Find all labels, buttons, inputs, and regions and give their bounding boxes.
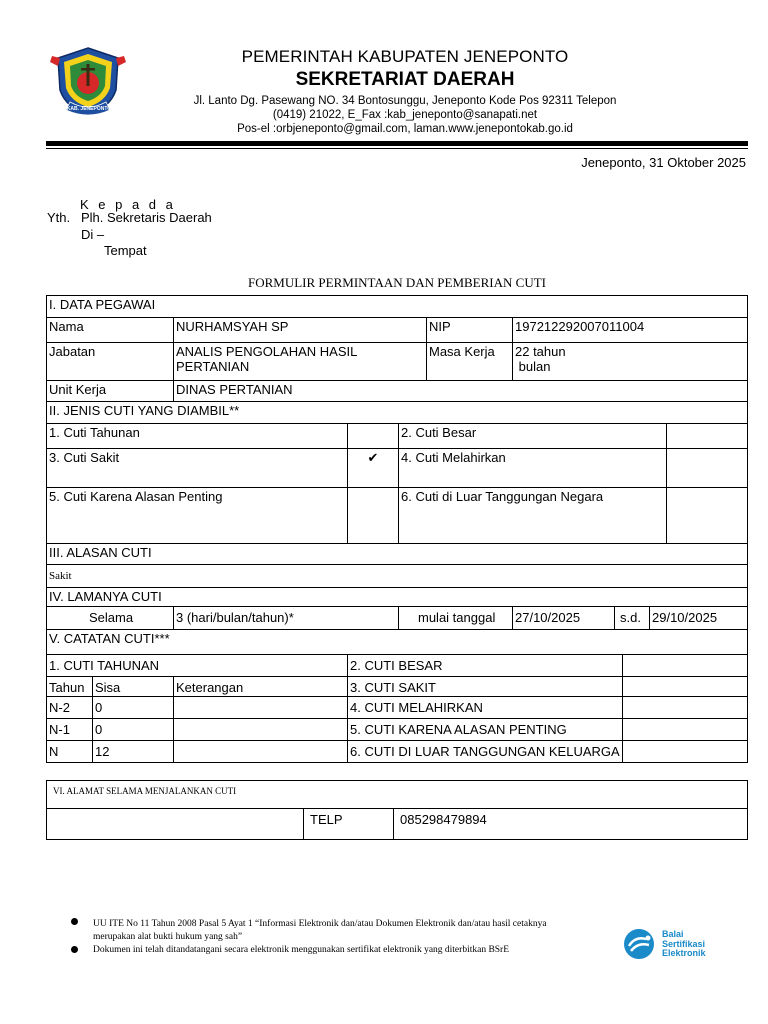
unit-kerja-label-text: Unit Kerja xyxy=(49,382,107,397)
table-row: N-2 xyxy=(46,696,93,719)
nama-label-text: Nama xyxy=(49,319,84,334)
sisa-value: 0 xyxy=(92,696,174,719)
jabatan-value xyxy=(173,342,427,381)
section-alasan-cuti-title: III. ALASAN CUTI xyxy=(46,543,748,565)
cuti-tahunan-checkbox[interactable] xyxy=(347,423,399,449)
cuti-melahirkan-label: 4. Cuti Melahirkan xyxy=(398,448,667,488)
keterangan-value xyxy=(173,718,348,741)
footer-note-uu-ite-line2: merupakan alat bukti hukum yang sah” xyxy=(93,932,243,942)
yth-label: Yth. xyxy=(47,210,71,225)
bsre-line2: Sertifikasi xyxy=(662,938,706,949)
jabatan-value-line2: PERTANIAN xyxy=(176,359,250,374)
col-sisa-header: Sisa xyxy=(92,676,174,697)
cuti-luar-tanggungan-checkbox[interactable] xyxy=(666,487,748,544)
unit-kerja-value-text: DINAS PERTANIAN xyxy=(176,382,293,397)
header-address: Jl. Lanto Dg. Pasewang NO. 34 Bontosunggu, Jeneponto Kode Pos 92311 Telepon xyxy=(193,95,617,107)
catatan-cuti-sakit-value xyxy=(622,676,748,697)
addressee-name: Plh. Sekretaris Daerah xyxy=(81,210,212,225)
nip-label xyxy=(426,317,513,343)
cuti-besar-label: 2. Cuti Besar xyxy=(398,423,667,449)
table-row: N-1 xyxy=(46,718,93,741)
masa-kerja-label-text: Masa Kerja xyxy=(429,344,495,359)
cuti-alasan-penting-checkbox[interactable] xyxy=(347,487,399,544)
header-rule-thick xyxy=(46,141,748,146)
sd-label: s.d. xyxy=(614,606,650,630)
bullet-icon xyxy=(71,946,78,953)
catatan-cuti-besar: 2. CUTI BESAR xyxy=(347,654,623,677)
section-catatan-cuti-title: V. CATATAN CUTI*** xyxy=(46,629,748,655)
footer-note-uu-ite-line1: UU ITE No 11 Tahun 2008 Pasal 5 Ayat 1 “Informasi Elektronik dan/atau Dokumen Elektronik dan/atau hasil cetaknya xyxy=(93,919,547,929)
nama-label xyxy=(46,317,174,343)
catatan-cuti-besar-value xyxy=(622,654,748,677)
di-label: Di – xyxy=(81,227,105,242)
catatan-cuti-alasan-penting-value xyxy=(622,718,748,741)
catatan-cuti-melahirkan-value xyxy=(622,696,748,719)
mulai-tanggal-label: mulai tanggal xyxy=(398,606,513,630)
masa-kerja-label xyxy=(426,342,513,381)
section-lamanya-cuti-title: IV. LAMANYA CUTI xyxy=(46,587,748,607)
masa-kerja-value xyxy=(512,342,748,381)
alasan-cuti-value: Sakit xyxy=(46,564,748,588)
nama-value xyxy=(173,317,427,343)
masa-kerja-tahun: 22 tahun xyxy=(515,344,566,359)
kepada-label: K e p a d a xyxy=(80,197,176,212)
col-tahun-header: Tahun xyxy=(46,676,93,697)
tempat-label: Tempat xyxy=(104,243,147,258)
mulai-tanggal-value: 27/10/2025 xyxy=(512,606,615,630)
sisa-value: 0 xyxy=(92,718,174,741)
bsre-logo-icon xyxy=(622,927,658,961)
form-title: FORMULIR PERMINTAAN DAN PEMBERIAN CUTI xyxy=(248,275,546,290)
table-row: N xyxy=(46,740,93,763)
jabatan-label-text: Jabatan xyxy=(49,344,96,359)
catatan-cuti-luar-tanggungan: 6. CUTI DI LUAR TANGGUNGAN KELUARGA xyxy=(347,740,623,763)
alamat-cuti-value xyxy=(46,808,304,840)
catatan-cuti-melahirkan: 4. CUTI MELAHIRKAN xyxy=(347,696,623,719)
cuti-melahirkan-checkbox[interactable] xyxy=(666,448,748,488)
nip-value-text: 197212292007011004 xyxy=(515,319,645,334)
catatan-cuti-sakit: 3. CUTI SAKIT xyxy=(347,676,623,697)
telp-value: 085298479894 xyxy=(393,808,748,840)
catatan-cuti-luar-tanggungan-value xyxy=(622,740,748,763)
cuti-tahunan-label: 1. Cuti Tahunan xyxy=(46,423,348,449)
col-keterangan-header: Keterangan xyxy=(173,676,348,697)
header-rule-thin xyxy=(46,148,748,149)
masa-kerja-bulan: bulan xyxy=(515,359,551,374)
sd-value: 29/10/2025 xyxy=(649,606,748,630)
section-jenis-cuti-title: II. JENIS CUTI YANG DIAMBIL** xyxy=(46,401,748,424)
nama-value-text: NURHAMSYAH SP xyxy=(176,319,289,334)
jabatan-label xyxy=(46,342,174,381)
section-data-pegawai-title: I. DATA PEGAWAI xyxy=(46,295,748,318)
selama-value: 3 (hari/bulan/tahun)* xyxy=(173,606,399,630)
cuti-sakit-checkbox[interactable] xyxy=(347,448,399,488)
logo-caption: KAB. JENEPONTO xyxy=(66,106,112,112)
unit-kerja-value xyxy=(173,380,748,402)
bsre-line3: Elektronik xyxy=(662,948,706,958)
check-mark-icon: ✔ xyxy=(367,450,379,465)
letter-date: Jeneponto, 31 Oktober 2025 xyxy=(581,155,746,170)
keterangan-value xyxy=(173,696,348,719)
keterangan-value xyxy=(173,740,348,763)
bullet-icon xyxy=(71,918,78,925)
catatan-cuti-tahunan-title: 1. CUTI TAHUNAN xyxy=(46,654,348,677)
telp-label: TELP xyxy=(303,808,394,840)
selama-label: Selama xyxy=(46,606,174,630)
catatan-cuti-alasan-penting: 5. CUTI KARENA ALASAN PENTING xyxy=(347,718,623,741)
section-alamat-cuti-title: VI. ALAMAT SELAMA MENJALANKAN CUTI xyxy=(46,780,748,809)
cuti-alasan-penting-label: 5. Cuti Karena Alasan Penting xyxy=(46,487,348,544)
cuti-sakit-label: 3. Cuti Sakit xyxy=(46,448,348,488)
nip-value xyxy=(512,317,748,343)
cuti-besar-checkbox[interactable] xyxy=(666,423,748,449)
unit-kerja-label xyxy=(46,380,174,402)
bsre-line1: Balai xyxy=(662,929,684,939)
cuti-luar-tanggungan-label: 6. Cuti di Luar Tanggungan Negara xyxy=(398,487,667,544)
header-government-name: PEMERINTAH KABUPATEN JENEPONTO xyxy=(241,47,569,66)
jabatan-value-line1: ANALIS PENGOLAHAN HASIL xyxy=(176,344,358,359)
header-office-name: SEKRETARIAT DAERAH xyxy=(295,69,515,90)
nip-label-text: NIP xyxy=(429,319,451,334)
header-email-website: Pos-el :orbjeneponto@gmail.com, laman.www.jenepontokab.go.id xyxy=(237,123,573,135)
header-phone-fax: (0419) 21022, E_Fax :kab_jeneponto@sanapati.net xyxy=(272,109,538,121)
sisa-value: 12 xyxy=(92,740,174,763)
bsre-logo-text xyxy=(662,930,706,959)
footer-note-bsre: Dokumen ini telah ditandatangani secara elektronik menggunakan sertifikat elektronik yang diterbitkan BSrE xyxy=(93,945,510,955)
footer-note-uu-ite xyxy=(93,918,613,944)
